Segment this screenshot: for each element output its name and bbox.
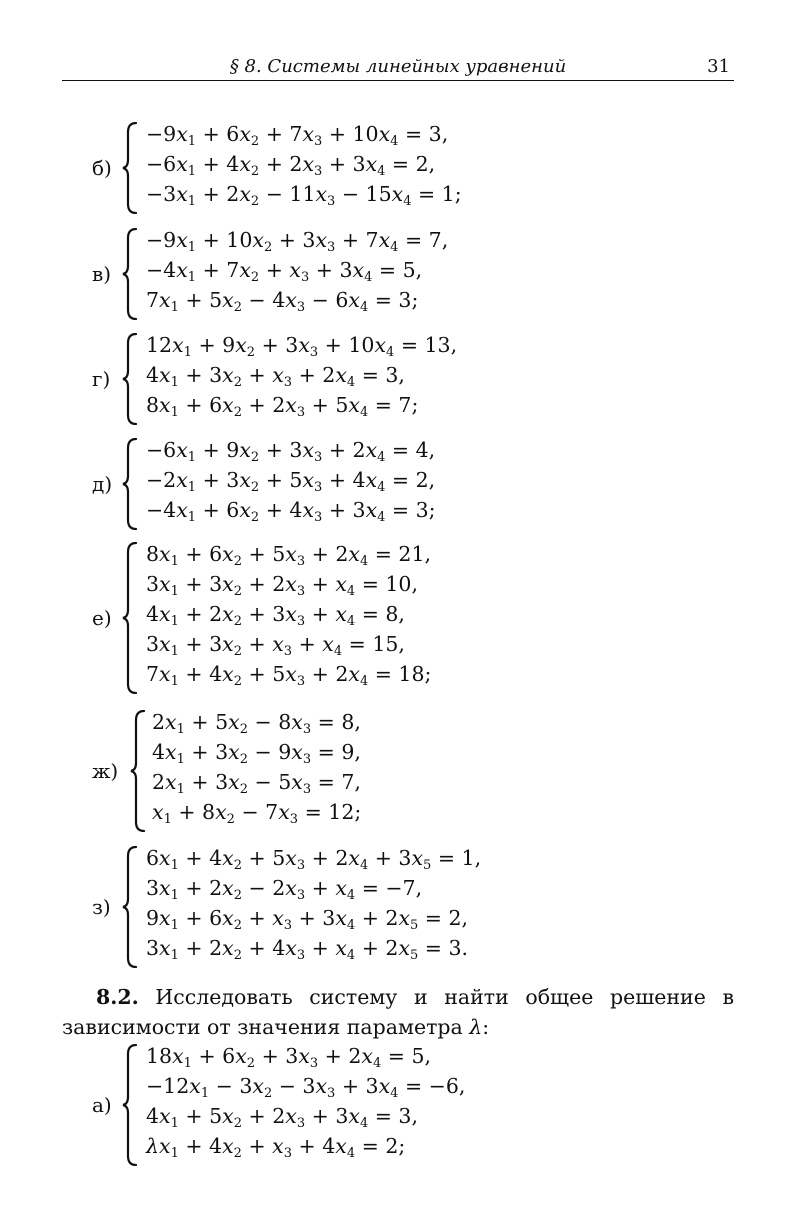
system-label: а) <box>92 1093 112 1117</box>
problem-number: 8.2. <box>96 985 139 1009</box>
equation: $18x_1 + 6x_2 + 3x_3 + 2x_4 = 5$, <box>146 1044 432 1071</box>
section-title: § 8. Системы линейных уравнений <box>229 56 567 77</box>
curly-brace-icon <box>122 1044 138 1166</box>
equation: $\lambda x_1 + 4x_2 + x_3 + 4x_4 = 2$; <box>146 1134 406 1161</box>
curly-brace-icon <box>122 846 138 968</box>
system-label: д) <box>92 472 113 496</box>
problem-text-end: : <box>482 1015 490 1039</box>
equation: $9x_1 + 6x_2 + x_3 + 3x_4 + 2x_5 = 2$, <box>146 906 469 933</box>
system-label: з) <box>92 895 111 919</box>
equation: $4x_1 + 3x_2 - 9x_3 = 9$, <box>152 740 361 767</box>
equation: $3x_1 + 3x_2 + 2x_3 + x_4 = 10$, <box>146 572 418 599</box>
equation: $-6x_1 + 4x_2 + 2x_3 + 3x_4 = 2$, <box>146 152 436 179</box>
system-label: ж) <box>92 759 119 783</box>
equation: $-9x_1 + 6x_2 + 7x_3 + 10x_4 = 3$, <box>146 122 449 149</box>
equation: $-12x_1 - 3x_2 - 3x_3 + 3x_4 = -6$, <box>146 1074 466 1101</box>
equation: $12x_1 + 9x_2 + 3x_3 + 10x_4 = 13$, <box>146 333 458 360</box>
page-number: 31 <box>707 56 730 77</box>
brace <box>122 438 138 530</box>
brace <box>122 122 138 214</box>
equation: $3x_1 + 2x_2 + 4x_3 + x_4 + 2x_5 = 3$. <box>146 936 469 963</box>
brace <box>122 846 138 968</box>
lambda-symbol: λ <box>469 1015 483 1039</box>
equation: $x_1 + 8x_2 - 7x_3 = 12$; <box>152 800 362 827</box>
equation: $8x_1 + 6x_2 + 5x_3 + 2x_4 = 21$, <box>146 542 432 569</box>
brace <box>122 228 138 320</box>
equation: $-2x_1 + 3x_2 + 5x_3 + 4x_4 = 2$, <box>146 468 436 495</box>
equation: $4x_1 + 2x_2 + 3x_3 + x_4 = 8$, <box>146 602 405 629</box>
brace <box>122 333 138 425</box>
equation: $-4x_1 + 6x_2 + 4x_3 + 3x_4 = 3$; <box>146 498 436 525</box>
equation: $4x_1 + 5x_2 + 2x_3 + 3x_4 = 3$, <box>146 1104 418 1131</box>
equation: $3x_1 + 3x_2 + x_3 + x_4 = 15$, <box>146 632 405 659</box>
running-head <box>62 54 734 81</box>
system-label: г) <box>92 367 111 391</box>
brace <box>122 542 138 694</box>
equation: $2x_1 + 5x_2 - 8x_3 = 8$, <box>152 710 361 737</box>
problem-text: Исследовать систему и найти общее решение в зависимости от значения параметра <box>62 985 734 1039</box>
brace <box>130 710 146 832</box>
system-label: б) <box>92 156 112 180</box>
curly-brace-icon <box>122 438 138 530</box>
equation: $2x_1 + 3x_2 - 5x_3 = 7$, <box>152 770 361 797</box>
equation: $8x_1 + 6x_2 + 2x_3 + 5x_4 = 7$; <box>146 393 419 420</box>
equation: $7x_1 + 5x_2 - 4x_3 - 6x_4 = 3$; <box>146 288 419 315</box>
system-label: е) <box>92 606 112 630</box>
equation: $4x_1 + 3x_2 + x_3 + 2x_4 = 3$, <box>146 363 405 390</box>
equation: $-9x_1 + 10x_2 + 3x_3 + 7x_4 = 7$, <box>146 228 449 255</box>
curly-brace-icon <box>122 333 138 425</box>
equation: $6x_1 + 4x_2 + 5x_3 + 2x_4 + 3x_5 = 1$, <box>146 846 482 873</box>
problem-statement <box>62 982 734 1042</box>
equation: $7x_1 + 4x_2 + 5x_3 + 2x_4 = 18$; <box>146 662 432 689</box>
equation: $3x_1 + 2x_2 - 2x_3 + x_4 = -7$, <box>146 876 423 903</box>
curly-brace-icon <box>122 542 138 694</box>
system-label: в) <box>92 262 112 286</box>
equation: $-4x_1 + 7x_2 + x_3 + 3x_4 = 5$, <box>146 258 423 285</box>
curly-brace-icon <box>130 710 146 832</box>
equation: $-3x_1 + 2x_2 - 11x_3 - 15x_4 = 1$; <box>146 182 462 209</box>
brace <box>122 1044 138 1166</box>
curly-brace-icon <box>122 122 138 214</box>
curly-brace-icon <box>122 228 138 320</box>
equation: $-6x_1 + 9x_2 + 3x_3 + 2x_4 = 4$, <box>146 438 436 465</box>
